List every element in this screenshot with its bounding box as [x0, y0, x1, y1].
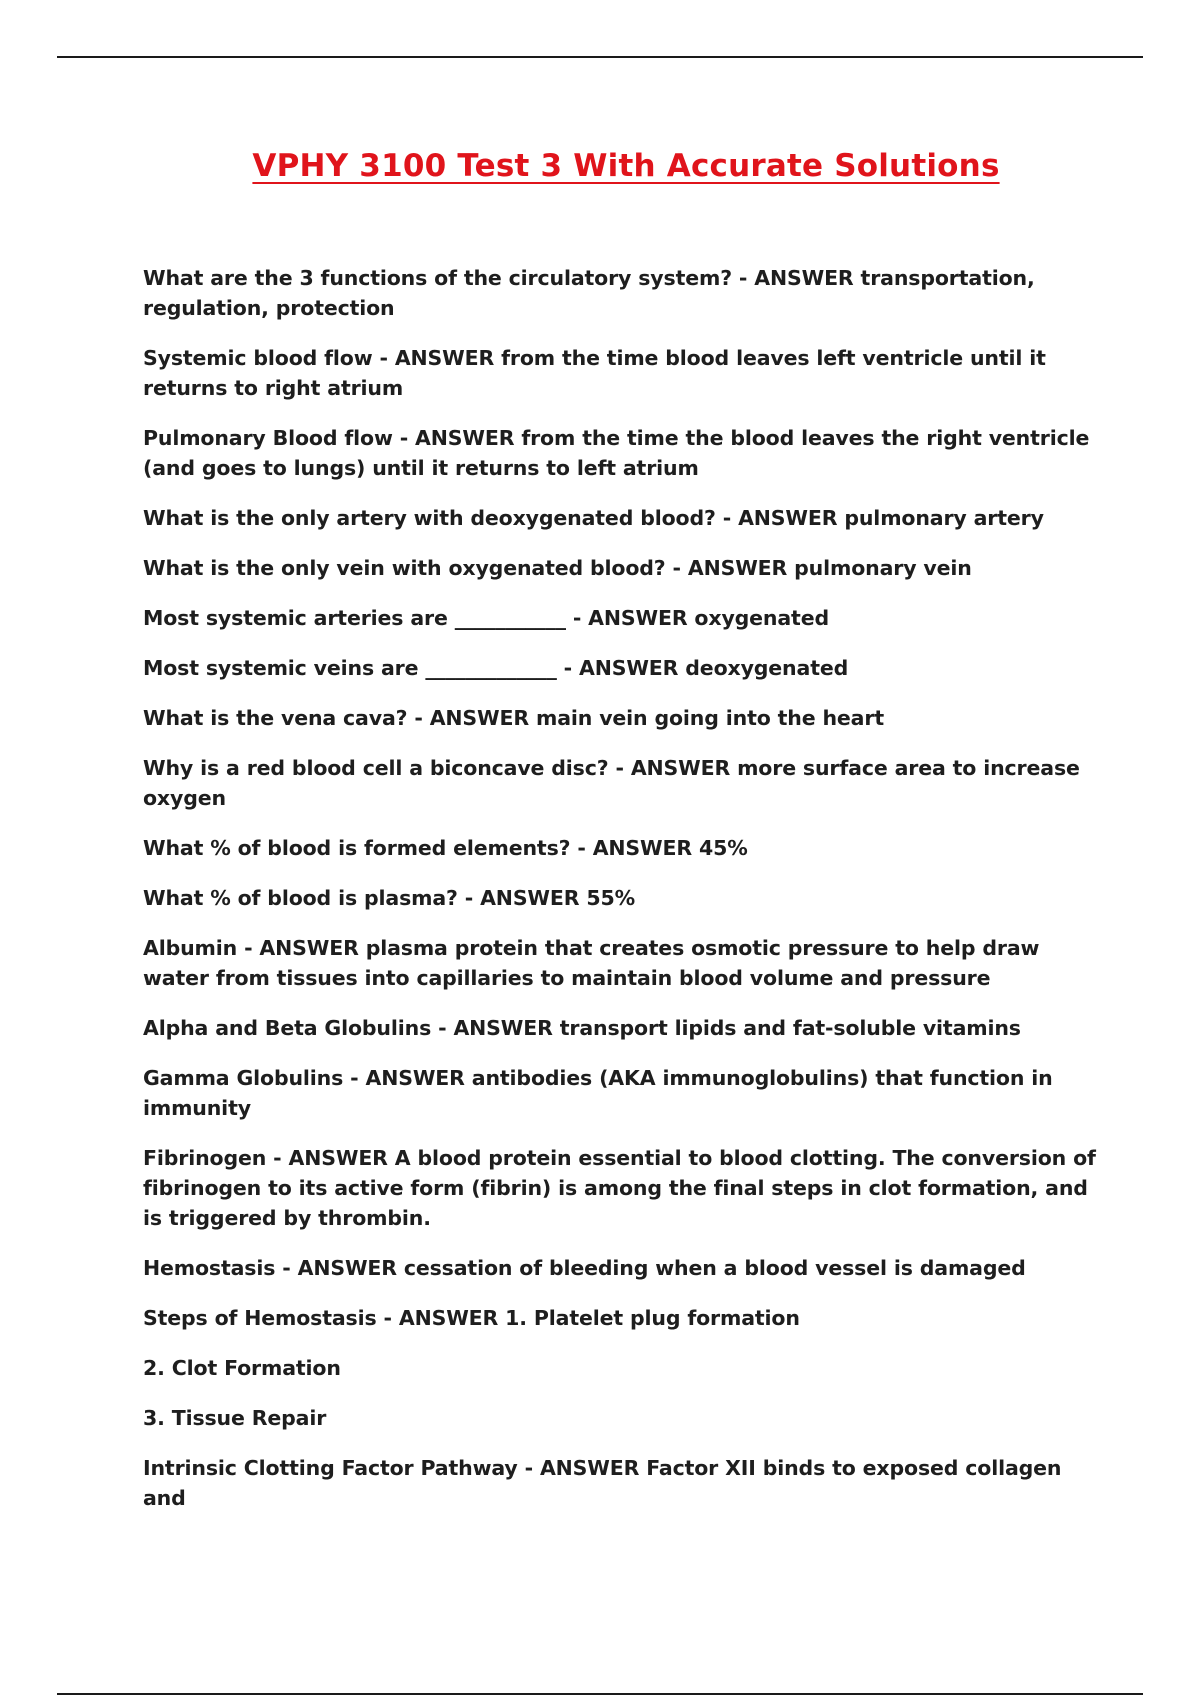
- qa-entry: Hemostasis - ANSWER cessation of bleeding when a blood vessel is damaged: [143, 1256, 1026, 1280]
- qa-entry: Fibrinogen - ANSWER A blood protein essential to blood clotting. The conversion of fibrinogen to its active form (fibrin) is among the final steps in clot formation, and is triggered by thrombin.: [143, 1146, 1096, 1230]
- qa-entry: What are the 3 functions of the circulatory system? - ANSWER transportation, regulation, protection: [143, 266, 1035, 320]
- qa-entry: Alpha and Beta Globulins - ANSWER transport lipids and fat-soluble vitamins: [143, 1016, 1021, 1040]
- qa-entry: Systemic blood flow - ANSWER from the time blood leaves left ventricle until it returns to right atrium: [143, 346, 1046, 400]
- qa-entry: 2. Clot Formation: [143, 1356, 341, 1380]
- qa-entry: Most systemic veins are _____________ - ANSWER deoxygenated: [143, 656, 849, 680]
- top-rule: [57, 56, 1143, 58]
- qa-entry: Intrinsic Clotting Factor Pathway - ANSWER Factor XII binds to exposed collagen and: [143, 1456, 1062, 1510]
- qa-entry: What % of blood is plasma? - ANSWER 55%: [143, 886, 635, 910]
- qa-entry: What % of blood is formed elements? - ANSWER 45%: [143, 836, 748, 860]
- bottom-rule: [57, 1693, 1143, 1695]
- qa-entry: What is the only artery with deoxygenated blood? - ANSWER pulmonary artery: [143, 506, 1044, 530]
- qa-entry: Most systemic arteries are ___________ - ANSWER oxygenated: [143, 606, 829, 630]
- document-title: VPHY 3100 Test 3 With Accurate Solutions: [252, 148, 1000, 184]
- qa-entry: What is the only vein with oxygenated blood? - ANSWER pulmonary vein: [143, 556, 972, 580]
- qa-entry: Why is a red blood cell a biconcave disc? - ANSWER more surface area to increase oxygen: [143, 756, 1080, 810]
- qa-entry: Steps of Hemostasis - ANSWER 1. Platelet plug formation: [143, 1306, 800, 1330]
- document-body: [143, 263, 1103, 1533]
- qa-entry: Gamma Globulins - ANSWER antibodies (AKA immunoglobulins) that function in immunity: [143, 1066, 1053, 1120]
- qa-entry: What is the vena cava? - ANSWER main vein going into the heart: [143, 706, 884, 730]
- qa-entry: 3. Tissue Repair: [143, 1406, 327, 1430]
- qa-entry: Albumin - ANSWER plasma protein that creates osmotic pressure to help draw water from tissues into capillaries to maintain blood volume and pressure: [143, 936, 1040, 990]
- qa-entry: Pulmonary Blood flow - ANSWER from the time the blood leaves the right ventricle (and goes to lungs) until it returns to left atrium: [143, 426, 1090, 480]
